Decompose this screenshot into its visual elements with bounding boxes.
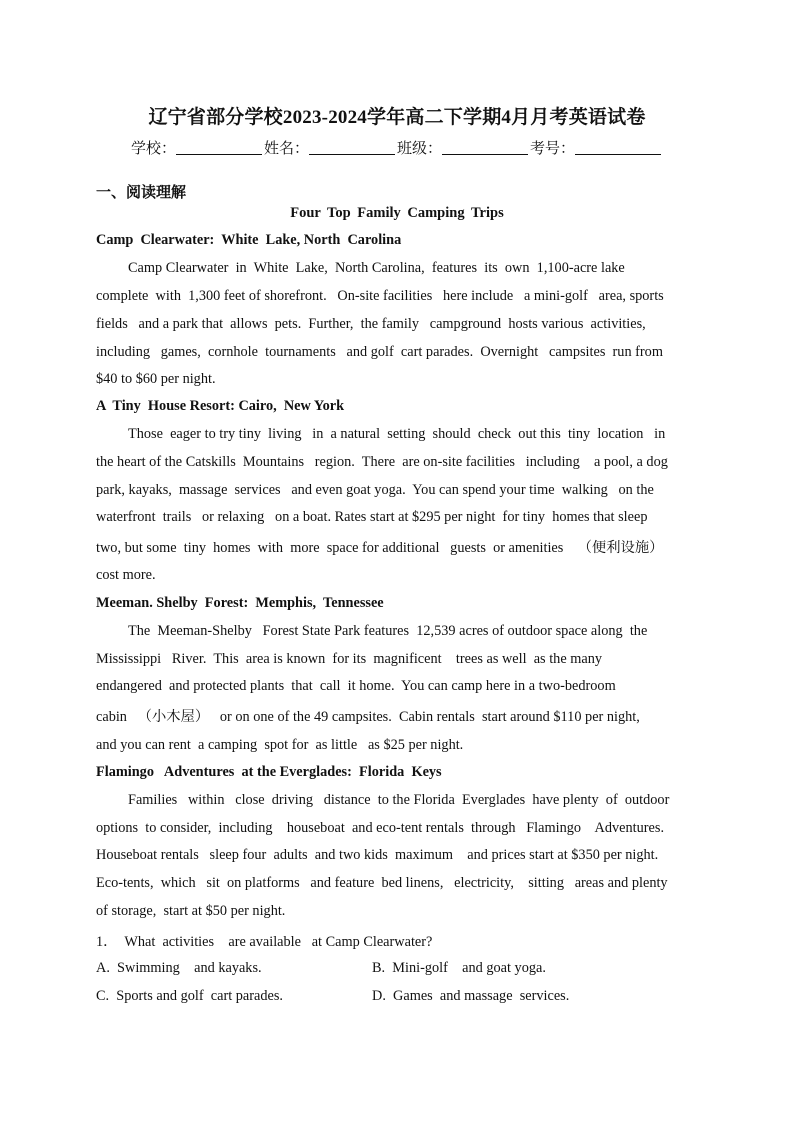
paragraph-line: the heart of the Catskills Mountains region. There are on-site facilities including a pool, a dog xyxy=(96,454,668,470)
class-blank[interactable] xyxy=(442,140,528,155)
option-c[interactable]: C. Sports and golf cart parades. xyxy=(96,988,284,1004)
paragraph-line: Those eager to try tiny living in a natural setting should check out this tiny location in xyxy=(128,426,666,442)
option-d[interactable]: D. Games and massage services. xyxy=(372,988,570,1004)
paragraph-line: complete with 1,300 feet of shorefront. On-site facilities here include a mini-golf area, sports xyxy=(96,288,664,304)
camp-heading: Flamingo Adventures at the Everglades: Florida Keys xyxy=(96,764,442,780)
student-info-line xyxy=(0,137,794,158)
page-title: 辽宁省部分学校2023-2024学年高二下学期4月月考英语试卷 xyxy=(148,107,646,128)
school-label: 学校： xyxy=(130,141,176,157)
paragraph-line: cabin （小木屋） or on one of the 49 campsites. Cabin rentals start around $110 per night, xyxy=(96,709,640,725)
camp-heading: Camp Clearwater: White Lake, North Carolina xyxy=(96,232,402,248)
paragraph-line: Camp Clearwater in White Lake, North Carolina, features its own 1,100-acre lake xyxy=(128,260,625,276)
number-label: 考号： xyxy=(530,141,576,157)
paragraph-line: waterfront trails or relaxing on a boat. Rates start at $295 per night for tiny homes that sleep xyxy=(96,509,648,525)
paragraph-line: Mississippi River. This area is known for its magnificent trees as well as the many xyxy=(96,651,603,667)
school-blank[interactable] xyxy=(176,140,262,155)
passage-title: Four Top Family Camping Trips xyxy=(290,205,504,221)
section-heading: 一、阅读理解 xyxy=(96,185,187,201)
paragraph-line: of storage, start at $50 per night. xyxy=(96,903,286,919)
paragraph-line: $40 to $60 per night. xyxy=(96,371,216,387)
paragraph-line: cost more. xyxy=(96,567,156,583)
paragraph-line: and you can rent a camping spot for as little as $25 per night. xyxy=(96,737,464,753)
question-text: 1． What activities are available at Camp Clearwater? xyxy=(96,934,433,950)
option-a[interactable]: A. Swimming and kayaks. xyxy=(96,960,262,976)
paragraph-line: fields and a park that allows pets. Further, the family campground hosts various activities, xyxy=(96,316,646,332)
name-blank[interactable] xyxy=(309,140,395,155)
paragraph-line: endangered and protected plants that call it home. You can camp here in a two-bedroom xyxy=(96,678,616,694)
paragraph-line: two, but some tiny homes with more space for additional guests or amenities （便利设施） xyxy=(96,540,664,556)
number-blank[interactable] xyxy=(575,140,661,155)
camp-heading: Meeman. Shelby Forest: Memphis, Tennessee xyxy=(96,595,384,611)
paragraph-line: Eco-tents, which sit on platforms and feature bed linens, electricity, sitting areas and plenty xyxy=(96,875,668,891)
paragraph-line: park, kayaks, massage services and even goat yoga. You can spend your time walking on the xyxy=(96,482,654,498)
paragraph-line: options to consider, including houseboat and eco-tent rentals through Flamingo Adventures. xyxy=(96,820,665,836)
paragraph-line: Families within close driving distance to the Florida Everglades have plenty of outdoor xyxy=(128,792,670,808)
paragraph-line: Houseboat rentals sleep four adults and two kids maximum and prices start at $350 per night. xyxy=(96,847,659,863)
paragraph-line: including games, cornhole tournaments and golf cart parades. Overnight campsites run from xyxy=(96,344,663,360)
option-b[interactable]: B. Mini-golf and goat yoga. xyxy=(372,960,546,976)
name-label: 姓名： xyxy=(263,141,309,157)
class-label: 班级： xyxy=(397,141,443,157)
camp-heading: A Tiny House Resort: Cairo, New York xyxy=(96,398,345,414)
paragraph-line: The Meeman-Shelby Forest State Park features 12,539 acres of outdoor space along the xyxy=(128,623,648,639)
